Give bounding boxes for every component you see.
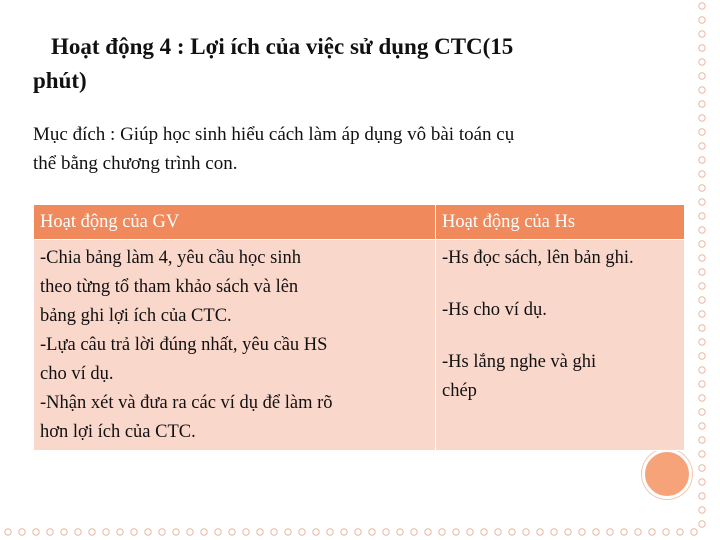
gv-line: hơn lợi ích của CTC. — [40, 422, 196, 442]
purpose-text — [33, 120, 673, 178]
gv-line: -Nhận xét và đưa ra các ví dụ để làm rõ — [40, 393, 333, 413]
activity-table — [33, 204, 685, 451]
gv-line: bảng ghi lợi ích của CTC. — [40, 306, 232, 326]
table-row — [34, 240, 685, 451]
decorative-dot-border-bottom — [0, 524, 705, 540]
decorative-dot-border-right — [697, 0, 707, 530]
slide-title-line1: Hoạt động 4 : Lợi ích của việc sử dụng CTC(15 — [51, 34, 514, 59]
slide-title — [33, 30, 673, 98]
header-teacher-activity: Hoạt động của GV — [34, 205, 436, 240]
gv-line: theo từng tổ tham khảo sách và lên — [40, 277, 299, 297]
slide-title-line2: phút) — [33, 68, 87, 93]
gv-line: cho ví dụ. — [40, 364, 114, 384]
gv-line: -Chia bảng làm 4, yêu cầu học sinh — [40, 248, 301, 268]
student-activity-cell — [436, 240, 685, 451]
table-header-row — [34, 205, 685, 240]
teacher-activity-cell — [34, 240, 436, 451]
gv-line: -Lựa câu trả lời đúng nhất, yêu cầu HS — [40, 335, 328, 355]
purpose-line-1: Mục đích : Giúp học sinh hiểu cách làm áp dụng vô bài toán cụ — [33, 124, 515, 145]
header-student-activity: Hoạt động của Hs — [436, 205, 685, 240]
hs-line: -Hs đọc sách, lên bản ghi. — [442, 248, 634, 268]
hs-line: chép — [442, 381, 477, 401]
purpose-line-2: thể bằng chương trình con. — [33, 153, 238, 174]
hs-line: -Hs lắng nghe và ghi — [442, 352, 597, 372]
hs-line: -Hs cho ví dụ. — [442, 300, 547, 320]
decorative-accent-circle — [642, 449, 692, 499]
